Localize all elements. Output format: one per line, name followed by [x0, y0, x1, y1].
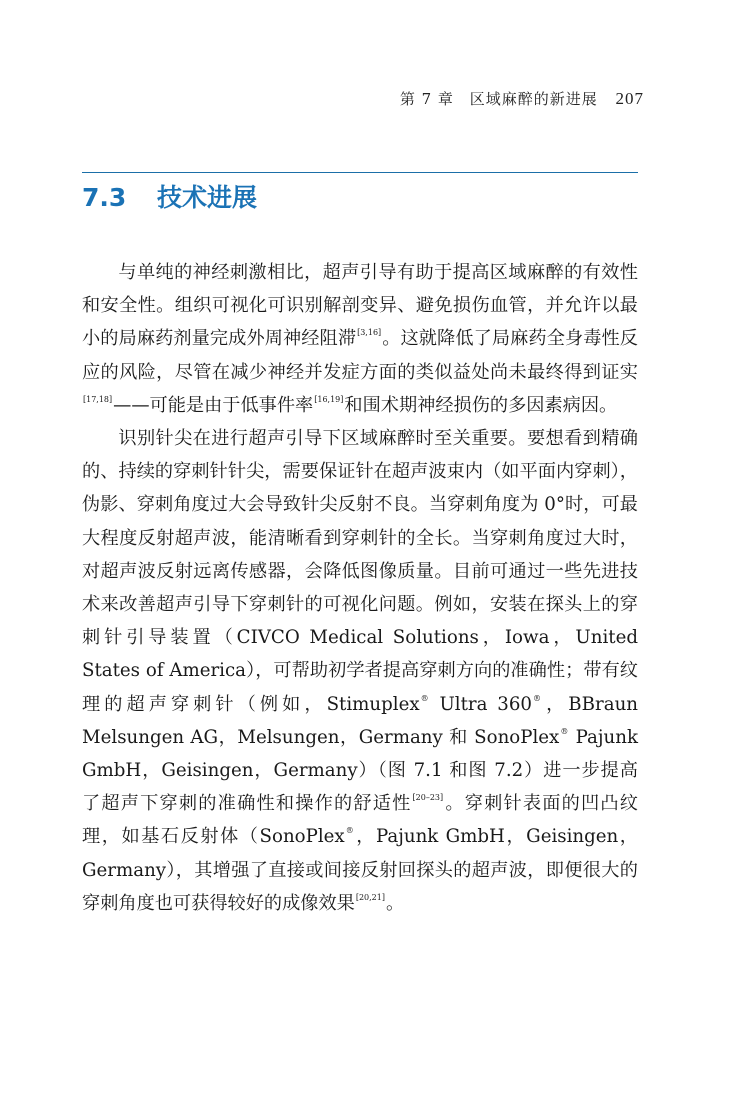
section-divider [82, 172, 638, 173]
chapter-title: 区域麻醉的新进展 [469, 90, 598, 108]
citation: [16,19] [314, 394, 344, 404]
section-heading [82, 178, 257, 214]
registered-mark: ® [420, 693, 429, 703]
text-run: ，Pajunk GmbH，Geisingen，Germany），其增强了直接或间接反射回探头的超声波，即便很大的穿刺角度也可获得较好的成像效果 [82, 826, 638, 914]
text-run: ，BBraun Melsungen AG，Melsungen，Germany 和 SonoPlex [82, 693, 638, 748]
text-run: 。 [385, 892, 405, 914]
text-run: Pajunk GmbH，Geisingen，Germany）（图 7.1 和图 7.2）进一步提高了超声下穿刺的准确性和操作的舒适性 [82, 726, 638, 815]
text-run: ——可能是由于低事件率 [113, 394, 314, 416]
paragraph-1 [82, 256, 638, 422]
text-run: 识别针尖在进行超声引导下区域麻醉时至关重要。要想看到精确的、持续的穿刺针针尖，需要保证针在超声波束内（如平面内穿刺），伪影、穿刺角度过大会导致针尖反射不良。当穿刺角度为 0°时，可最大程度反射超声波，能清晰看到穿刺针的全长。当穿刺角度过大时，对超声波反射远离传感器，会降低图像质量。目前可通过一些先进技术来改善超声引导下穿刺针的可视化问题。例如，安装在探头上的穿刺针引导装置（CIVCO Medical Solutions，Iowa，United States of America），可帮助初学者提高穿刺方向的准确性；带有纹理的超声穿刺针（例如，Stimuplex [82, 428, 638, 715]
running-header [390, 88, 644, 109]
registered-mark: ® [345, 826, 354, 836]
text-run: 。这就降低了局麻药全身毒性反应的风险，尽管在减少神经并发症方面的类似益处尚未最终得到证实 [82, 328, 638, 383]
citation: [20–23] [412, 793, 444, 803]
citation: [3,16] [357, 328, 382, 338]
chapter-number: 第 7 章 [399, 90, 454, 108]
page-number: 207 [615, 89, 644, 108]
text-run: Ultra 360 [429, 693, 533, 715]
text-run: 与单纯的神经刺激相比，超声引导有助于提高区域麻醉的有效性和安全性。组织可视化可识别解剖变异、避免损伤血管，并允许以最小的局麻药剂量完成外周神经阻滞 [82, 262, 638, 350]
section-title: 技术进展 [157, 183, 258, 212]
paragraph-2 [82, 422, 638, 920]
section-number: 7.3 [82, 183, 127, 212]
text-run: 和围术期神经损伤的多因素病因。 [344, 394, 618, 416]
registered-mark: ® [533, 693, 542, 703]
text-run: 。穿刺针表面的凹凸纹理，如基石反射体（SonoPlex [82, 793, 638, 848]
registered-mark: ® [560, 726, 569, 736]
citation: [17,18] [83, 394, 113, 404]
body-text [82, 256, 638, 920]
citation: [20,21] [355, 892, 385, 902]
